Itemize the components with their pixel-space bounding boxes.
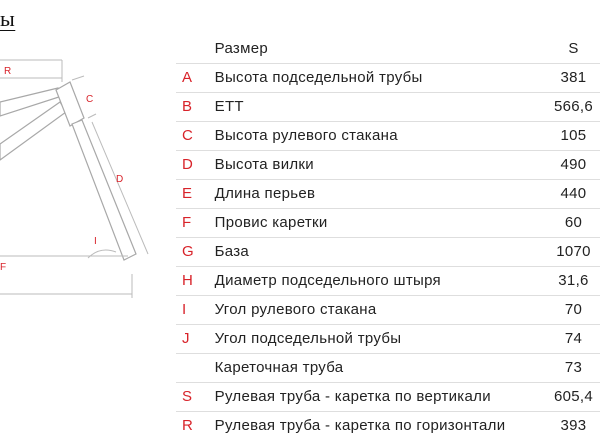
row-parameter-name: Угол рулевого стакана (215, 295, 531, 324)
row-value-s: 381 (531, 63, 600, 92)
label-r: R (4, 66, 12, 77)
row-letter: C (176, 121, 215, 150)
table-row (176, 121, 600, 150)
row-value-s: 73 (531, 353, 600, 382)
table-row (176, 411, 600, 440)
header-size-label: Размер (215, 34, 531, 63)
table-row (176, 63, 600, 92)
row-value-s: 1070 (531, 237, 600, 266)
label-f: F (0, 262, 7, 273)
row-parameter-name: Угол подседельной трубы (215, 324, 531, 353)
row-value-s: 605,4 (531, 382, 600, 411)
table-row (176, 208, 600, 237)
row-letter: H (176, 266, 215, 295)
angle-i (88, 250, 116, 258)
table-row (176, 382, 600, 411)
table-row (176, 266, 600, 295)
geometry-table (176, 34, 600, 440)
row-value-s: 70 (531, 295, 600, 324)
row-value-s: 393 (560, 417, 587, 435)
table-row (176, 179, 600, 208)
row-letter: I (176, 295, 215, 324)
row-parameter-name: Кареточная труба (215, 353, 531, 382)
table-row (176, 353, 600, 382)
row-parameter-name: Высота вилки (215, 150, 531, 179)
row-letter: B (176, 92, 215, 121)
row-value-s: 490 (531, 150, 600, 179)
table-row (176, 92, 600, 121)
row-letter: R (182, 417, 194, 435)
row-value-s: 440 (531, 179, 600, 208)
header-letter-cell (176, 34, 215, 63)
table-row (176, 295, 600, 324)
row-value-s: 60 (531, 208, 600, 237)
row-letter (176, 353, 215, 382)
label-i: I (94, 236, 97, 247)
row-letter: J (176, 324, 215, 353)
row-parameter-name: Высота рулевого стакана (215, 121, 531, 150)
row-parameter-name: Рулевая труба - каретка по горизонтали (214, 417, 506, 435)
row-letter: F (176, 208, 215, 237)
bike-frame (0, 82, 136, 260)
row-parameter-name: Провис каретки (215, 208, 531, 237)
row-parameter-name: Высота подседельной трубы (215, 63, 531, 92)
header-size-s: S (531, 34, 600, 63)
table-row (176, 150, 600, 179)
row-letter: S (176, 382, 215, 411)
row-letter: D (176, 150, 215, 179)
table-row (176, 324, 600, 353)
row-parameter-name: Диаметр подседельного штыря (215, 266, 531, 295)
table-row (176, 237, 600, 266)
page-heading: ы (0, 6, 16, 31)
row-value-s: 566,6 (531, 92, 600, 121)
row-parameter-name: Рулевая труба - каретка по вертикали (215, 382, 531, 411)
row-value-s: 105 (531, 121, 600, 150)
row-letter: E (176, 179, 215, 208)
row-parameter-name: Длина перьев (215, 179, 531, 208)
label-d: D (116, 174, 124, 185)
row-value-s: 31,6 (531, 266, 600, 295)
bike-geometry-diagram (0, 40, 178, 310)
dimension-f (0, 256, 132, 298)
row-value-s: 74 (531, 324, 600, 353)
row-parameter-name: ЕТТ (215, 92, 531, 121)
row-letter: A (176, 63, 215, 92)
table-header-row (176, 34, 600, 63)
row-parameter-name: База (215, 237, 531, 266)
row-letter: G (176, 237, 215, 266)
label-c: C (86, 94, 94, 105)
